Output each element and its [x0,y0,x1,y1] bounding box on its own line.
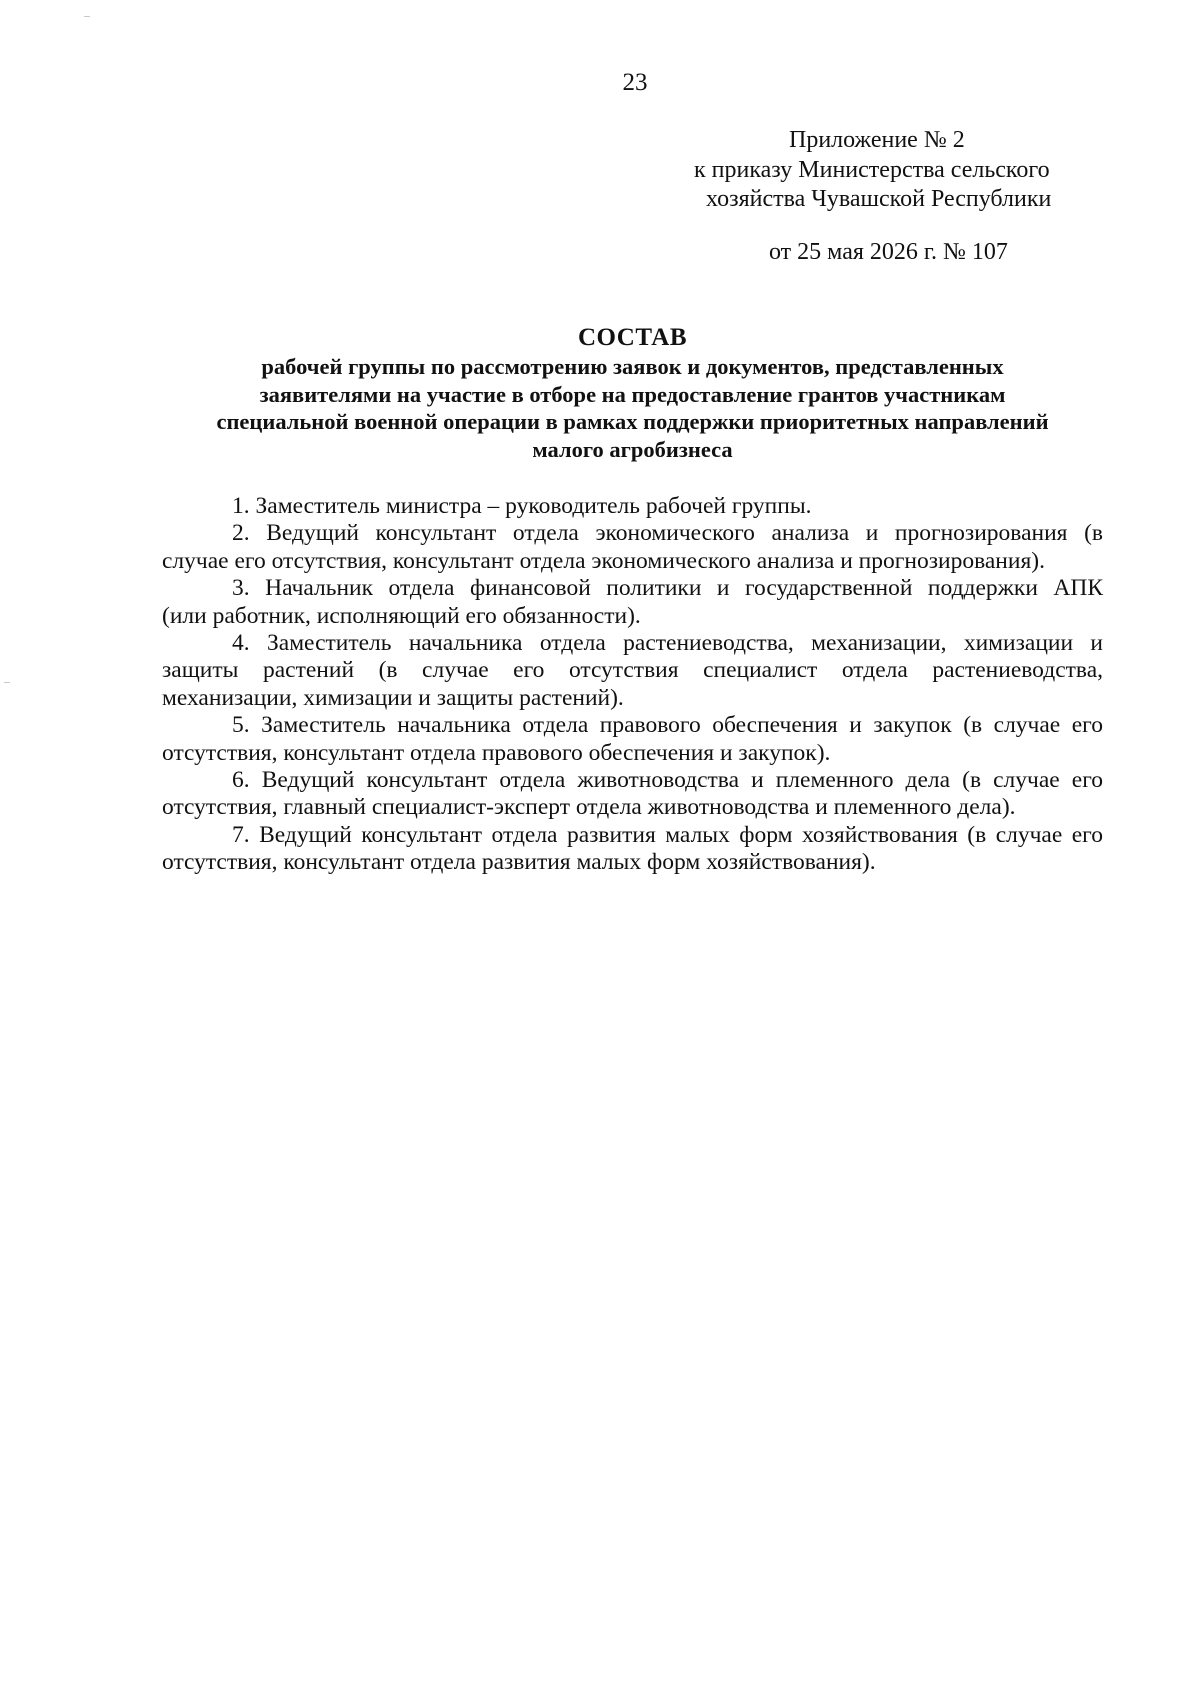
list-item [162,575,1103,630]
approval-line: хозяйства Чувашской Республики [706,186,1052,212]
list-item-line: отсутствия, главный специалист-эксперт отдела животноводства и племенного дела). [162,794,1016,821]
list-item-line: защиты растений (в случае его отсутствия специалист отдела растениеводства, [162,657,1103,684]
scan-artifact [84,16,90,17]
list-item [162,767,1103,822]
list-item-line: 2. Ведущий консультант отдела экономического анализа и прогнозирования (в [232,520,1103,547]
members-list [162,493,1103,877]
list-item-line: механизации, химизации и защиты растений). [162,684,624,711]
list-item-line: 5. Заместитель начальника отдела правового обеспечения и закупок (в случае его [232,712,1103,739]
list-item-line: (или работник, исполняющий его обязанности). [162,602,641,629]
subtitle-line: заявителями на участие в отборе на предоставление грантов участникам [259,381,1006,407]
list-item-line: 4. Заместитель начальника отдела растениеводства, механизации, химизации и [232,630,1103,657]
list-item-line: отсутствия, консультант отдела развития малых форм хозяйствования). [162,849,876,876]
subtitle-line: рабочей группы по рассмотрению заявок и документов, представленных [261,354,1004,379]
list-item-line: отсутствия, консультант отдела правового обеспечения и закупок). [162,739,831,766]
subtitle-line: малого агробизнеса [532,436,733,462]
approval-stamp-block [690,126,1110,267]
document-title: СОСТАВ [577,324,688,351]
approval-line: Приложение № 2 [789,127,965,153]
list-item [162,822,1103,877]
approval-date: от 25 мая 2026 г. № 107 [769,238,1008,265]
list-item-line: 1. Заместитель министра – руководитель рабочей группы. [232,493,812,519]
list-item [162,630,1103,712]
page-number: 23 [622,69,648,96]
document-title-block [160,323,1105,463]
list-item [162,493,1103,520]
scan-artifact [4,682,10,683]
subtitle-line: специальной военной операции в рамках поддержки приоритетных направлений [216,409,1049,434]
list-item-line: 3. Начальник отдела финансовой политики и государственной поддержки АПК [232,575,1103,602]
list-item [162,712,1103,767]
list-item [162,520,1103,575]
document-subtitle [160,353,1105,463]
list-item-line: 6. Ведущий консультант отдела животноводства и племенного дела (в случае его [232,767,1103,794]
list-item-line: 7. Ведущий консультант отдела развития малых форм хозяйствования (в случае его [232,821,1103,848]
list-item-line: случае его отсутствия, консультант отдела экономического анализа и прогнозирования). [162,547,1045,574]
approval-line: к приказу Министерства сельского [694,156,1050,183]
